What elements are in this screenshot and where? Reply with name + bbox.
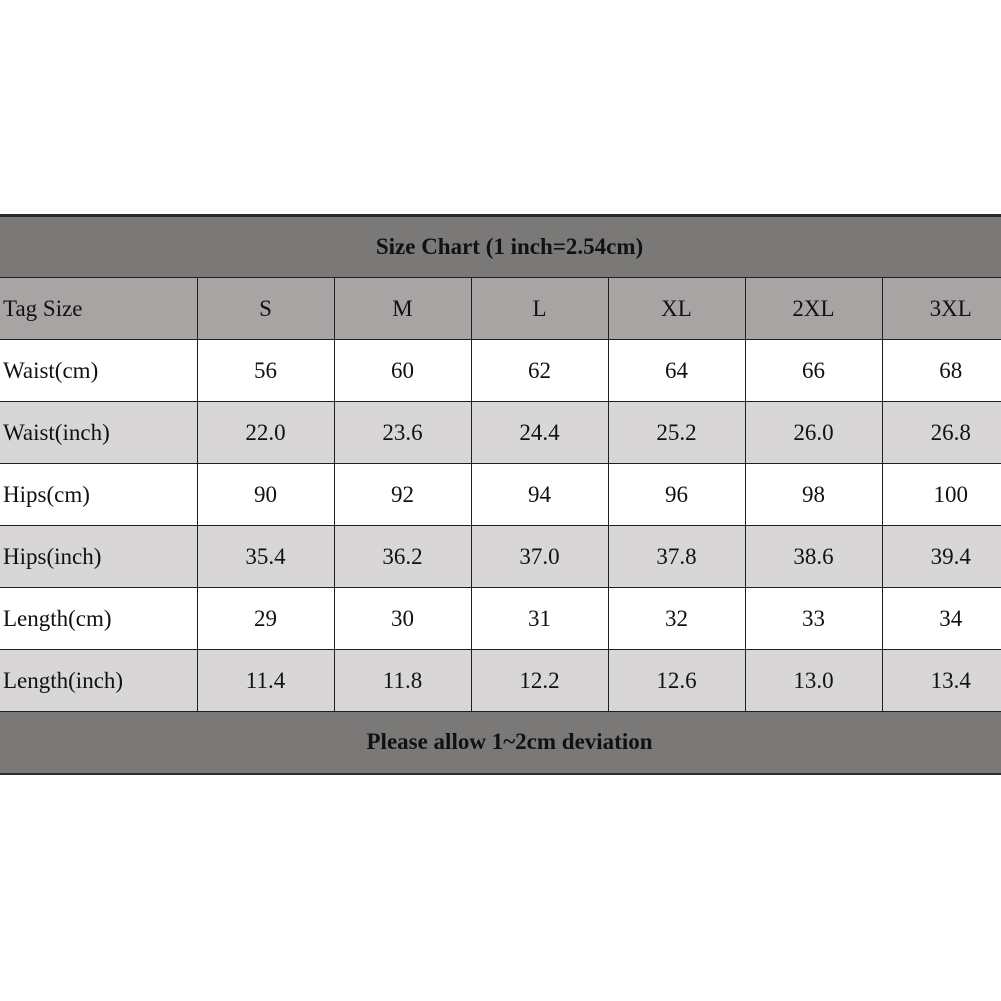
- size-header-cell: XL: [608, 278, 745, 340]
- measurement-value: 29: [197, 588, 334, 650]
- measurement-value: 23.6: [334, 402, 471, 464]
- size-header-cell: M: [334, 278, 471, 340]
- measurement-row: [0, 464, 1001, 526]
- size-header-cell: L: [471, 278, 608, 340]
- measurement-value: 37.8: [608, 526, 745, 588]
- chart-title: Size Chart (1 inch=2.54cm): [0, 216, 1001, 278]
- chart-footer-row: [0, 712, 1001, 774]
- measurement-value: 24.4: [471, 402, 608, 464]
- measurement-value: 22.0: [197, 402, 334, 464]
- measurement-label: Length(inch): [0, 650, 197, 712]
- measurement-value: 32: [608, 588, 745, 650]
- deviation-note: Please allow 1~2cm deviation: [0, 712, 1001, 774]
- measurement-row: [0, 402, 1001, 464]
- size-chart-body: [0, 216, 1001, 774]
- measurement-value: 39.4: [882, 526, 1001, 588]
- measurement-label: Waist(inch): [0, 402, 197, 464]
- size-header-cell: 3XL: [882, 278, 1001, 340]
- measurement-value: 60: [334, 340, 471, 402]
- measurement-value: 26.0: [745, 402, 882, 464]
- chart-title-row: [0, 216, 1001, 278]
- measurement-value: 35.4: [197, 526, 334, 588]
- measurement-row: [0, 340, 1001, 402]
- tag-size-label: Tag Size: [0, 278, 197, 340]
- size-chart-table: [0, 214, 1001, 775]
- measurement-value: 36.2: [334, 526, 471, 588]
- measurement-row: [0, 588, 1001, 650]
- measurement-value: 100: [882, 464, 1001, 526]
- measurement-label: Waist(cm): [0, 340, 197, 402]
- measurement-row: [0, 650, 1001, 712]
- measurement-value: 56: [197, 340, 334, 402]
- measurement-value: 90: [197, 464, 334, 526]
- measurement-value: 94: [471, 464, 608, 526]
- measurement-row: [0, 526, 1001, 588]
- measurement-value: 34: [882, 588, 1001, 650]
- measurement-value: 92: [334, 464, 471, 526]
- measurement-label: Hips(inch): [0, 526, 197, 588]
- size-header-cell: 2XL: [745, 278, 882, 340]
- size-header-cell: S: [197, 278, 334, 340]
- measurement-value: 38.6: [745, 526, 882, 588]
- size-header-row: [0, 278, 1001, 340]
- measurement-label: Length(cm): [0, 588, 197, 650]
- measurement-value: 68: [882, 340, 1001, 402]
- measurement-value: 25.2: [608, 402, 745, 464]
- measurement-value: 11.4: [197, 650, 334, 712]
- measurement-value: 96: [608, 464, 745, 526]
- measurement-value: 31: [471, 588, 608, 650]
- measurement-value: 12.6: [608, 650, 745, 712]
- measurement-value: 37.0: [471, 526, 608, 588]
- measurement-value: 98: [745, 464, 882, 526]
- measurement-value: 11.8: [334, 650, 471, 712]
- measurement-value: 12.2: [471, 650, 608, 712]
- measurement-value: 64: [608, 340, 745, 402]
- measurement-label: Hips(cm): [0, 464, 197, 526]
- measurement-value: 13.4: [882, 650, 1001, 712]
- measurement-value: 33: [745, 588, 882, 650]
- measurement-value: 30: [334, 588, 471, 650]
- measurement-value: 26.8: [882, 402, 1001, 464]
- measurement-value: 66: [745, 340, 882, 402]
- measurement-value: 13.0: [745, 650, 882, 712]
- measurement-value: 62: [471, 340, 608, 402]
